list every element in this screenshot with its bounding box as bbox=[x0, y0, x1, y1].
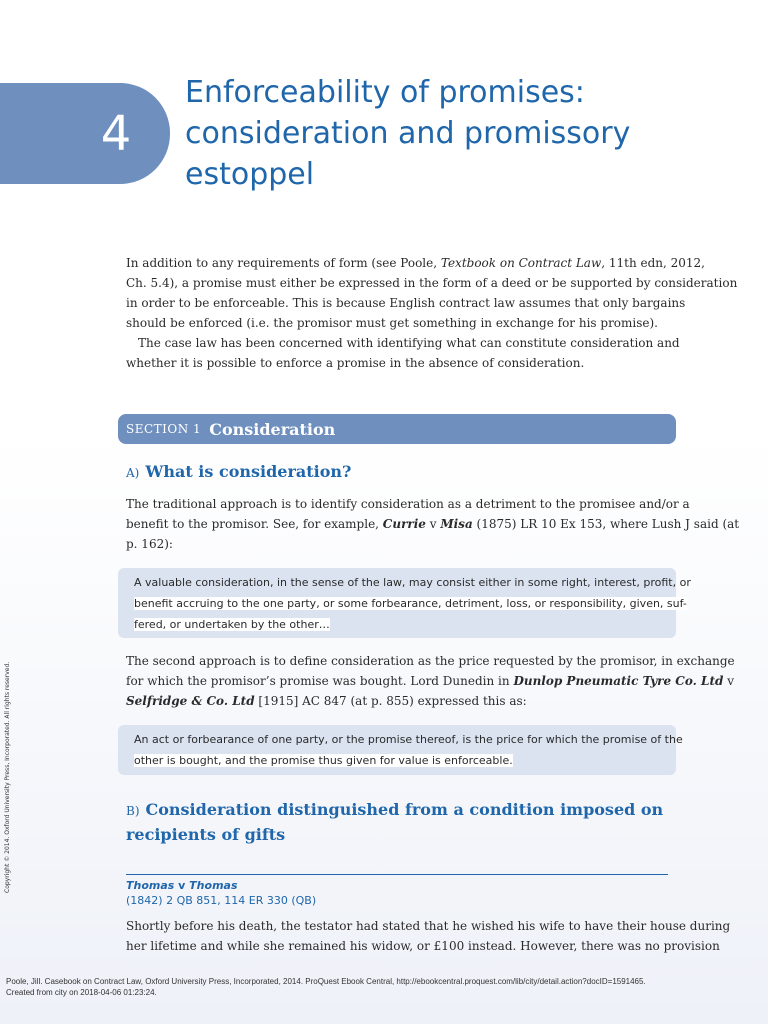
text-line: B) Consideration distinguished from a condition imposed on bbox=[126, 800, 664, 819]
case-divider bbox=[126, 874, 668, 875]
intro-paragraph-1 bbox=[126, 253, 738, 333]
text-line: The second approach is to define consideration as the price requested by the promisor, in exchange bbox=[126, 654, 735, 668]
quote-text bbox=[134, 729, 683, 771]
text-line: should be enforced (i.e. the promisor must get something in exchange for his promise). bbox=[126, 316, 658, 330]
text-line: benefit accruing to the one party, or some forbearance, detriment, loss, or responsibility, given, suf- bbox=[134, 597, 687, 610]
case-heading: Thomas v Thomas bbox=[126, 879, 238, 892]
text-line: p. 162): bbox=[126, 537, 173, 551]
case-facts-paragraph bbox=[126, 916, 731, 956]
text-line: fered, or undertaken by the other… bbox=[134, 618, 330, 631]
text-line: Shortly before his death, the testator had stated that he wished his wife to have their house during bbox=[126, 919, 731, 933]
case-name: Currie bbox=[382, 517, 426, 531]
text-line: In addition to any requirements of form (see Poole, Textbook on Contract Law, 11th edn, 2012, bbox=[126, 256, 705, 270]
quote-box-lush bbox=[118, 568, 691, 638]
footer-line: Created from city on 2018-04-06 01:23:24. bbox=[6, 988, 157, 997]
text-line: A valuable consideration, in the sense of the law, may consist either in some right, interest, profit, or bbox=[134, 576, 691, 589]
chapter-number: 4 bbox=[100, 106, 132, 162]
subheading-letter: B) bbox=[126, 804, 140, 818]
subheading-a bbox=[126, 460, 686, 485]
book-title: Textbook on Contract Law bbox=[440, 256, 602, 270]
chapter-title-line: consideration and promissory bbox=[185, 116, 631, 151]
text-line: Ch. 5.4), a promise must either be expressed in the form of a deed or be supported by consideration bbox=[126, 276, 738, 290]
text-line: The traditional approach is to identify consideration as a detriment to the promisee and/or a bbox=[126, 497, 690, 511]
paragraph-traditional-approach bbox=[126, 494, 740, 554]
quote-box-dunedin bbox=[118, 725, 683, 775]
subheading-b bbox=[126, 798, 686, 847]
chapter-title-line: estoppel bbox=[185, 157, 315, 192]
chapter-title bbox=[185, 72, 745, 195]
section-heading-bar bbox=[118, 414, 676, 444]
quote-text bbox=[134, 572, 691, 635]
copyright-notice: Copyright © 2014. Oxford University Press, Incorporated. All rights reserved. bbox=[4, 661, 11, 893]
intro-paragraph-2 bbox=[126, 333, 680, 373]
text-line: in order to be enforceable. This is because English contract law assumes that only bargains bbox=[126, 296, 686, 310]
section-label: SECTION 1 bbox=[126, 422, 202, 436]
case-citation: (1842) 2 QB 851, 114 ER 330 (QB) bbox=[126, 894, 317, 907]
text-line: recipients of gifts bbox=[126, 825, 286, 844]
text-line: other is bought, and the promise thus given for value is enforceable. bbox=[134, 754, 513, 767]
case-name: Misa bbox=[440, 517, 473, 531]
subheading-title: What is consideration? bbox=[145, 462, 352, 481]
case-name: Selfridge & Co. Ltd bbox=[126, 694, 255, 708]
footer-line: Poole, Jill. Casebook on Contract Law, Oxford University Press, Incorporated, 2014. ProQuest Ebook Central, http://ebookcentral.proquest.com/lib/city/detail.action?docID=1591465. bbox=[6, 977, 646, 986]
case-name: Dunlop Pneumatic Tyre Co. Ltd bbox=[513, 674, 724, 688]
text-line: whether it is possible to enforce a promise in the absence of consideration. bbox=[126, 356, 585, 370]
subheading-letter: A) bbox=[126, 466, 140, 480]
text-line: benefit to the promisor. See, for example, Currie v Misa (1875) LR 10 Ex 153, where Lush J said (at bbox=[126, 517, 740, 531]
text-line: for which the promisor’s promise was bought. Lord Dunedin in Dunlop Pneumatic Tyre Co. Ltd v bbox=[126, 674, 734, 688]
text-line: The case law has been concerned with identifying what can constitute consideration and bbox=[138, 336, 680, 350]
paragraph-second-approach bbox=[126, 651, 735, 711]
text-line: her lifetime and while she remained his widow, or £100 instead. However, there was no provision bbox=[126, 939, 720, 953]
chapter-number-tab bbox=[0, 83, 170, 184]
page-footer bbox=[6, 976, 646, 998]
text-line: An act or forbearance of one party, or the promise thereof, is the price for which the promise of the bbox=[134, 733, 683, 746]
section-title: Consideration bbox=[209, 419, 336, 439]
text-line: Selfridge & Co. Ltd [1915] AC 847 (at p. 855) expressed this as: bbox=[126, 694, 527, 708]
chapter-title-line: Enforceability of promises: bbox=[185, 75, 585, 110]
